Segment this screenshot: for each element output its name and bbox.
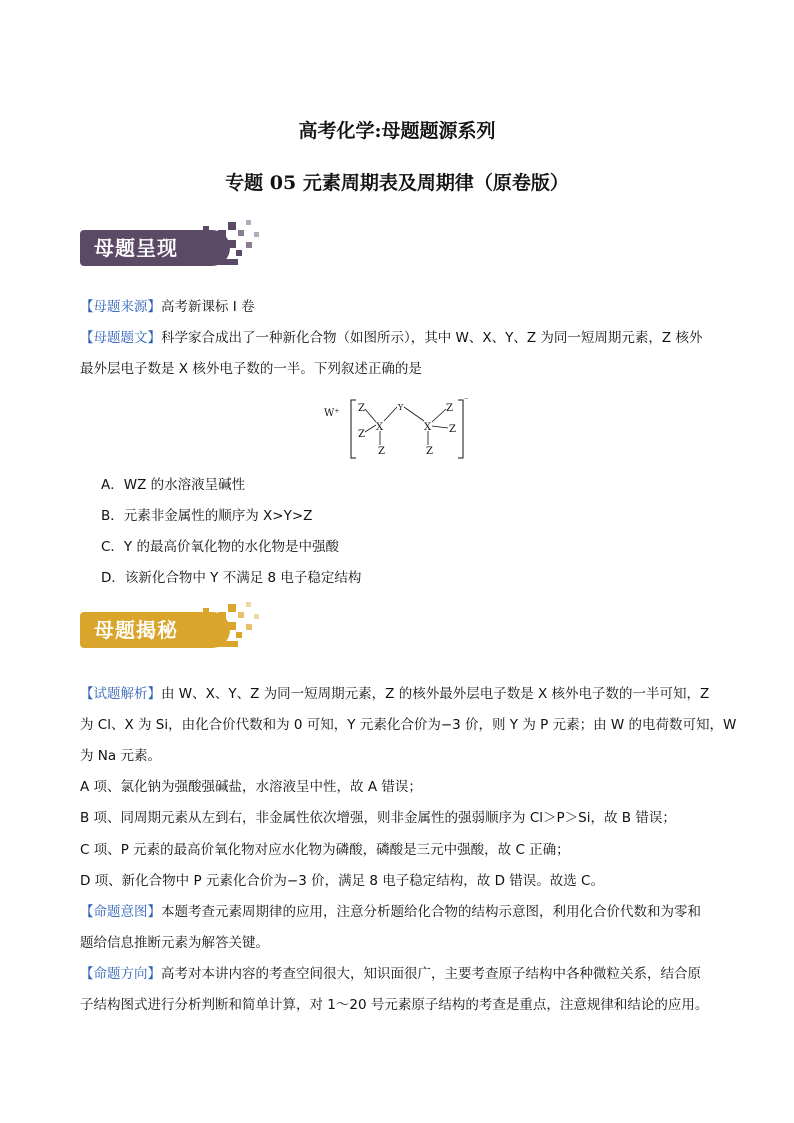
option-a: A．WZ 的水溶液呈碱性 — [101, 477, 246, 493]
intent-line2: 题给信息推断元素为解答关键。 — [80, 935, 269, 951]
pixel-decoration-icon — [198, 216, 264, 276]
banner-reveal — [80, 598, 265, 658]
question-source — [80, 297, 720, 317]
formula-atom-z5: Z — [449, 424, 456, 435]
analysis-item-a: A 项、氯化钠为强酸强碱盐，水溶液呈中性，故 A 错误； — [80, 779, 422, 795]
structure-formula — [320, 394, 480, 464]
body-tag: 【母题题文】 — [80, 330, 161, 346]
formula-cation: W⁺ — [324, 408, 340, 419]
analysis-text-1: 由 W、X、Y、Z 为同一短周期元素，Z 的核外最外层电子数是 X 核外电子数的一半可知，Z — [161, 686, 710, 702]
intent-line1 — [80, 902, 720, 922]
formula-atom-x2: X — [424, 422, 432, 433]
pixel-decoration-icon — [198, 598, 264, 658]
analysis-line1 — [80, 684, 720, 704]
analysis-item-d: D 项、新化合物中 P 元素化合价为−3 价，满足 8 电子稳定结构，故 D 错误。故选 C。 — [80, 873, 604, 889]
source-text: 高考新课标 I 卷 — [161, 299, 255, 315]
intent-text-1: 本题考查元素周期律的应用，注意分析题给化合物的结构示意图，利用化合价代数和为零和 — [161, 904, 701, 920]
body-text-1: 科学家合成出了一种新化合物（如图所示），其中 W、X、Y、Z 为同一短周期元素，Z 核外 — [161, 330, 703, 346]
formula-atom-y: Y — [398, 403, 404, 412]
analysis-line3: 为 Na 元素。 — [80, 748, 161, 764]
topic-title: 专题 05 元素周期表及周期律（原卷版） — [225, 172, 569, 194]
direction-line1 — [80, 964, 720, 984]
analysis-item-b: B 项、同周期元素从左到右，非金属性依次增强，则非金属性的强弱顺序为 Cl＞P＞Si，故 B 错误； — [80, 810, 676, 826]
question-body-line1 — [80, 328, 720, 348]
direction-text-1: 高考对本讲内容的考查空间很大，知识面很广，主要考查原子结构中各种微粒关系，结合原 — [161, 966, 701, 982]
formula-charge: ⁻ — [464, 396, 469, 406]
series-title: 高考化学:母题题源系列 — [298, 120, 496, 142]
option-c: C．Y 的最高价氧化物的水化物是中强酸 — [101, 539, 339, 555]
banner-present — [80, 216, 265, 276]
formula-atom-z3: Z — [378, 446, 385, 457]
banner-present-label: 母题呈现 — [80, 230, 230, 266]
formula-atom-z1: Z — [358, 403, 365, 414]
analysis-line2: 为 Cl、X 为 Si，由化合价代数和为 0 可知，Y 元素化合价为−3 价，则 Y 为 P 元素；由 W 的电荷数可知，W — [80, 717, 737, 733]
formula-atom-z4: Z — [446, 403, 453, 414]
formula-atom-z6: Z — [426, 446, 433, 457]
intent-tag: 【命题意图】 — [80, 904, 161, 920]
analysis-tag: 【试题解析】 — [80, 686, 161, 702]
direction-line2: 子结构图式进行分析判断和简单计算，对 1～20 号元素原子结构的考查是重点，注意规律和结论的应用。 — [80, 997, 709, 1013]
banner-reveal-label: 母题揭秘 — [80, 612, 230, 648]
question-body-line2: 最外层电子数是 X 核外电子数的一半。下列叙述正确的是 — [80, 361, 422, 377]
source-tag: 【母题来源】 — [80, 299, 161, 315]
direction-tag: 【命题方向】 — [80, 966, 161, 982]
option-b: B．元素非金属性的顺序为 X>Y>Z — [101, 508, 313, 524]
option-d: D．该新化合物中 Y 不满足 8 电子稳定结构 — [101, 570, 362, 586]
formula-atom-x1: X — [376, 422, 384, 433]
analysis-item-c: C 项、P 元素的最高价氧化物对应水化物为磷酸，磷酸是三元中强酸，故 C 正确； — [80, 842, 570, 858]
formula-atom-z2: Z — [358, 429, 365, 440]
